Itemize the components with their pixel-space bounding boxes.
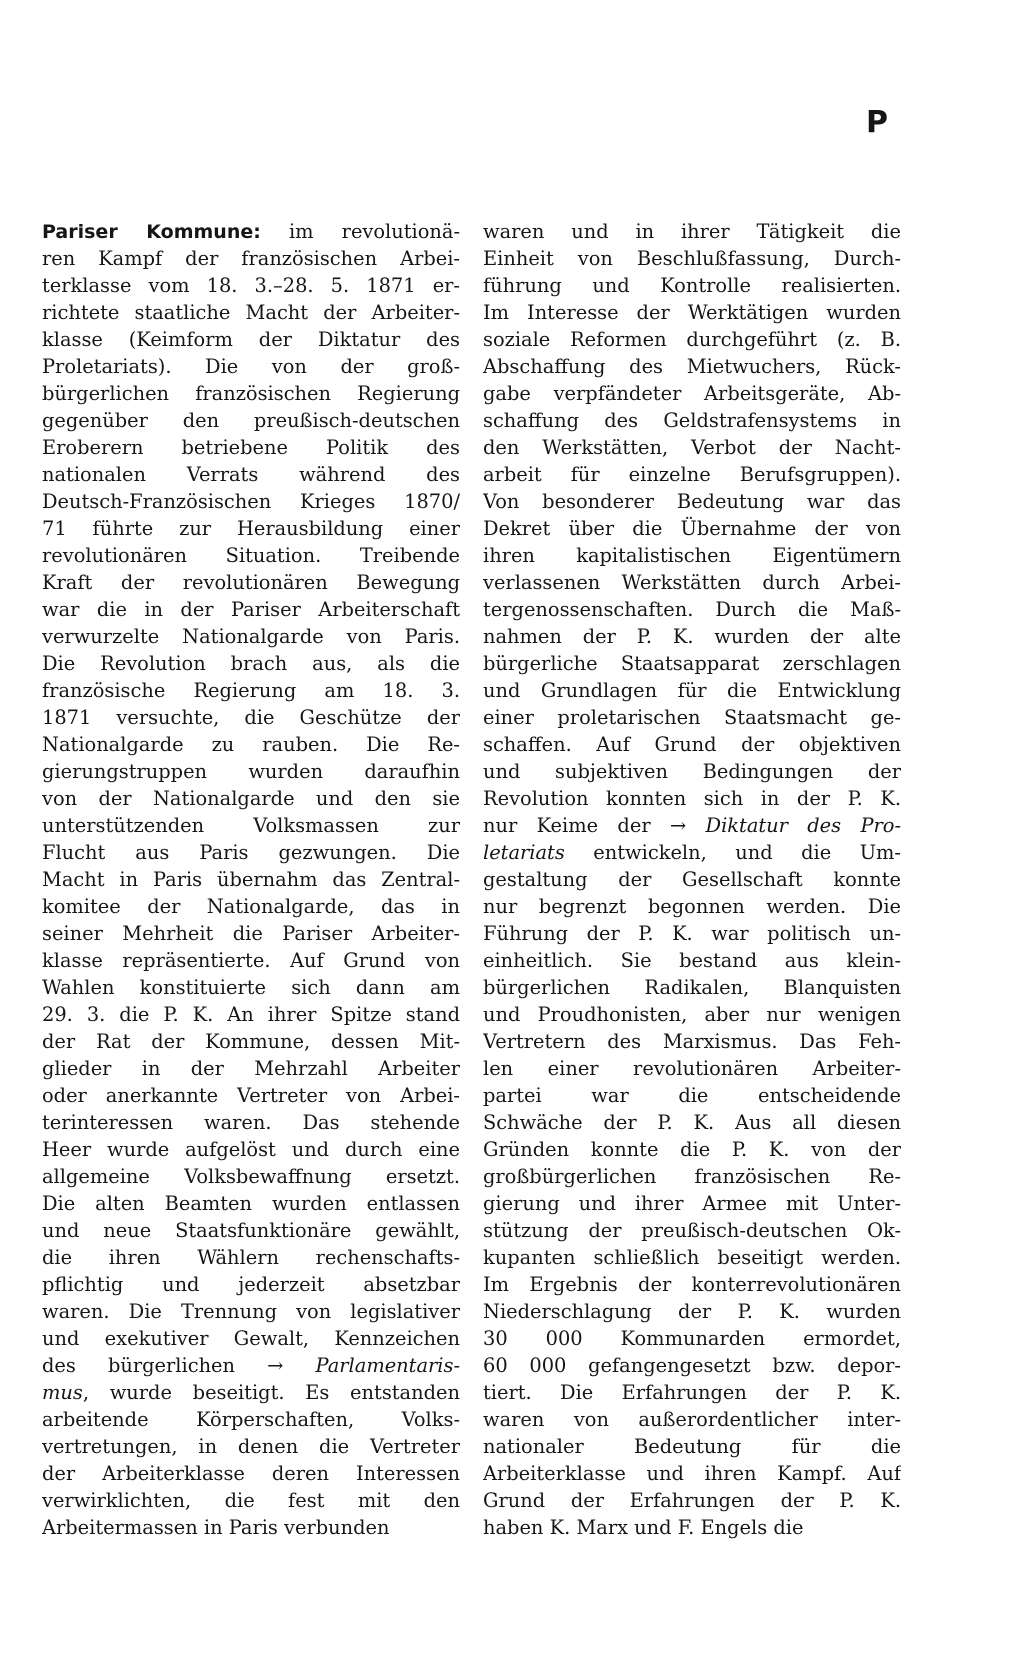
text-segment: nahmen der P. K. wurden der alte: [483, 625, 901, 648]
text-line: [42, 1244, 460, 1271]
text-line: [42, 569, 460, 596]
text-segment: allgemeine Volksbewaffnung ersetzt.: [42, 1165, 460, 1188]
text-line: [483, 785, 901, 812]
text-segment: verlassenen Werkstätten durch Arbei-: [483, 571, 901, 594]
text-segment: des bürgerlichen →: [42, 1354, 316, 1377]
text-line: [483, 1109, 901, 1136]
text-line: [42, 920, 460, 947]
text-segment: war die in der Pariser Arbeiterschaft: [42, 598, 460, 621]
text-line: [42, 326, 460, 353]
text-segment: den Werkstätten, Verbot der Nacht-: [483, 436, 901, 459]
text-line: [483, 515, 901, 542]
text-segment: von der Nationalgarde und den sie: [42, 787, 460, 810]
text-segment: Abschaffung des Mietwuchers, Rück-: [483, 355, 901, 378]
text-segment: tiert. Die Erfahrungen der P. K.: [483, 1381, 901, 1404]
text-segment: bürgerlichen französischen Regierung: [42, 382, 460, 405]
text-line: [42, 1271, 460, 1298]
text-segment: unterstützenden Volksmassen zur: [42, 814, 460, 837]
text-line: [483, 677, 901, 704]
text-segment: gegenüber den preußisch-deutschen: [42, 409, 460, 432]
text-segment: komitee der Nationalgarde, das in: [42, 895, 460, 918]
text-segment: Im Interesse der Werktätigen wurden: [483, 301, 901, 324]
text-line: [42, 704, 460, 731]
text-segment: gierungstruppen wurden daraufhin: [42, 760, 460, 783]
text-segment: einheitlich. Sie bestand aus klein-: [483, 949, 901, 972]
text-line: [42, 1298, 460, 1325]
text-segment: waren. Die Trennung von legislativer: [42, 1300, 460, 1323]
text-segment: und subjektiven Bedingungen der: [483, 760, 901, 783]
text-segment: oder anerkannte Vertreter von Arbei-: [42, 1084, 460, 1107]
text-segment: Niederschlagung der P. K. wurden: [483, 1300, 901, 1323]
text-segment: nur Keime der →: [483, 814, 706, 837]
text-line: [42, 812, 460, 839]
section-letter: P: [866, 105, 888, 140]
text-segment: führung und Kontrolle realisierten.: [483, 274, 901, 297]
text-segment: len einer revolutionären Arbeiter-: [483, 1057, 901, 1080]
text-segment: Im Ergebnis der konterrevolutionären: [483, 1273, 901, 1296]
text-segment: nationalen Verrats während des: [42, 463, 460, 486]
text-line: [42, 380, 460, 407]
text-segment: gestaltung der Gesellschaft konnte: [483, 868, 901, 891]
text-line: [483, 1190, 901, 1217]
text-segment: Arbeiterklasse und ihren Kampf. Auf: [483, 1462, 901, 1485]
text-line: [483, 623, 901, 650]
text-segment: Führung der P. K. war politisch un-: [483, 922, 901, 945]
text-segment: Proletariats). Die von der groß-: [42, 355, 460, 378]
text-segment: und neue Staatsfunktionäre gewählt,: [42, 1219, 460, 1242]
text-segment: vertretungen, in denen die Vertreter: [42, 1435, 460, 1458]
text-line: [42, 650, 460, 677]
text-segment: ihren kapitalistischen Eigentümern: [483, 544, 901, 567]
text-segment: der Rat der Kommune, dessen Mit-: [42, 1030, 460, 1053]
text-segment: partei war die entscheidende: [483, 1084, 901, 1107]
text-line: [483, 893, 901, 920]
text-line: [42, 1379, 460, 1406]
text-segment: schaffen. Auf Grund der objektiven: [483, 733, 901, 756]
text-line: [483, 569, 901, 596]
text-line: [42, 974, 460, 1001]
text-segment: , wurde beseitigt. Es entstanden: [82, 1381, 460, 1404]
text-line: [483, 1487, 901, 1514]
text-line: [483, 1514, 901, 1541]
text-segment: und exekutiver Gewalt, Kennzeichen: [42, 1327, 460, 1350]
text-line: [483, 1298, 901, 1325]
text-segment: 30 000 Kommunarden ermordet,: [483, 1327, 901, 1350]
text-segment: französische Regierung am 18. 3.: [42, 679, 460, 702]
text-segment: Einheit von Beschlußfassung, Durch-: [483, 247, 901, 270]
text-line: [483, 1379, 901, 1406]
text-segment: der Arbeiterklasse deren Interessen: [42, 1462, 460, 1485]
text-line: [483, 218, 901, 245]
text-line: [483, 542, 901, 569]
text-line: [42, 1163, 460, 1190]
text-line: [42, 1217, 460, 1244]
text-line: [483, 1406, 901, 1433]
text-segment: gierung und ihrer Armee mit Unter-: [483, 1192, 901, 1215]
text-line: [483, 461, 901, 488]
text-line: [42, 299, 460, 326]
text-line: [483, 1217, 901, 1244]
text-segment: pflichtig und jederzeit absetzbar: [42, 1273, 460, 1296]
text-line: [42, 893, 460, 920]
text-line: [483, 1460, 901, 1487]
text-line: [42, 758, 460, 785]
text-line: [483, 704, 901, 731]
text-line: [483, 1028, 901, 1055]
text-segment: waren von außerordentlicher inter-: [483, 1408, 901, 1431]
text-segment: haben K. Marx und F. Engels die: [483, 1516, 804, 1539]
text-line: [42, 1109, 460, 1136]
text-segment: und Proudhonisten, aber nur wenigen: [483, 1003, 901, 1026]
text-segment: waren und in ihrer Tätigkeit die: [483, 220, 901, 243]
entry-headword: Pariser Kommune:: [42, 221, 261, 243]
text-line: [483, 947, 901, 974]
text-line: [42, 461, 460, 488]
text-line: [42, 1190, 460, 1217]
text-segment: Deutsch-Französischen Krieges 1870/: [42, 490, 460, 513]
text-segment: Flucht aus Paris gezwungen. Die: [42, 841, 460, 864]
text-line: [42, 1136, 460, 1163]
text-line: [483, 758, 901, 785]
text-line: [42, 353, 460, 380]
cross-reference: mus: [42, 1381, 83, 1404]
text-line: [42, 515, 460, 542]
text-segment: stützung der preußisch-deutschen Ok-: [483, 1219, 901, 1242]
text-segment: großbürgerlichen französischen Re-: [483, 1165, 901, 1188]
text-segment: einer proletarischen Staatsmacht ge-: [483, 706, 901, 729]
text-segment: Dekret über die Übernahme der von: [483, 517, 901, 540]
text-line: [483, 488, 901, 515]
text-segment: arbeit für einzelne Berufsgruppen).: [483, 463, 901, 486]
text-line: [42, 596, 460, 623]
text-line: [483, 1163, 901, 1190]
text-segment: 29. 3. die P. K. An ihrer Spitze stand: [42, 1003, 460, 1026]
text-line: [483, 1244, 901, 1271]
text-line: [483, 812, 901, 839]
text-line: [483, 650, 901, 677]
text-line: [483, 1433, 901, 1460]
text-line: [483, 434, 901, 461]
text-segment: gabe verpfändeter Arbeitsgeräte, Ab-: [483, 382, 901, 405]
text-line: [42, 731, 460, 758]
text-line: [42, 947, 460, 974]
text-segment: seiner Mehrheit die Pariser Arbeiter-: [42, 922, 460, 945]
text-segment: Macht in Paris übernahm das Zentral-: [42, 868, 460, 891]
text-segment: Die alten Beamten wurden entlassen: [42, 1192, 460, 1215]
text-segment: Gründen konnte die P. K. von der: [483, 1138, 901, 1161]
text-segment: bürgerlichen Radikalen, Blanquisten: [483, 976, 901, 999]
text-segment: Heer wurde aufgelöst und durch eine: [42, 1138, 460, 1161]
text-line: [42, 785, 460, 812]
text-segment: ren Kampf der französischen Arbei-: [42, 247, 460, 270]
text-segment: und Grundlagen für die Entwicklung: [483, 679, 901, 702]
text-line: [42, 1514, 460, 1541]
text-line: [483, 839, 901, 866]
text-line: [42, 623, 460, 650]
text-line: [42, 1433, 460, 1460]
text-line: [483, 1271, 901, 1298]
text-line: [483, 866, 901, 893]
left-text-column: [42, 218, 460, 1541]
text-segment: Schwäche der P. K. Aus all diesen: [483, 1111, 901, 1134]
text-segment: nationaler Bedeutung für die: [483, 1435, 901, 1458]
text-segment: 71 führte zur Herausbildung einer: [42, 517, 460, 540]
text-segment: im revolutionä-: [260, 220, 460, 243]
text-line: [42, 245, 460, 272]
text-line: [42, 1352, 460, 1379]
text-segment: Nationalgarde zu rauben. Die Re-: [42, 733, 460, 756]
text-segment: soziale Reformen durchgeführt (z. B.: [483, 328, 901, 351]
text-segment: Arbeitermassen in Paris verbunden: [42, 1516, 390, 1539]
text-line: [42, 434, 460, 461]
text-line: [42, 866, 460, 893]
text-line: [483, 974, 901, 1001]
text-segment: die ihren Wählern rechenschafts-: [42, 1246, 460, 1269]
text-line: [42, 488, 460, 515]
text-segment: Die Revolution brach aus, als die: [42, 652, 460, 675]
text-line: [42, 1082, 460, 1109]
text-line: [42, 407, 460, 434]
text-segment: bürgerliche Staatsapparat zerschlagen: [483, 652, 901, 675]
text-segment: 1871 versuchte, die Geschütze der: [42, 706, 460, 729]
text-line: [42, 1028, 460, 1055]
text-line: [42, 542, 460, 569]
cross-reference: Diktatur des Pro-: [705, 814, 901, 837]
text-segment: 60 000 gefangengesetzt bzw. depor-: [483, 1354, 901, 1377]
text-line: [483, 731, 901, 758]
text-segment: Vertretern des Marxismus. Das Feh-: [483, 1030, 901, 1053]
text-line: [483, 299, 901, 326]
text-line: [42, 272, 460, 299]
text-line: [42, 1001, 460, 1028]
text-segment: terinteressen waren. Das stehende: [42, 1111, 460, 1134]
text-segment: Grund der Erfahrungen der P. K.: [483, 1489, 901, 1512]
text-line: [42, 1487, 460, 1514]
text-line: [483, 1001, 901, 1028]
text-segment: Von besonderer Bedeutung war das: [483, 490, 901, 513]
text-line: [483, 380, 901, 407]
right-text-column: [483, 218, 901, 1541]
text-line: [483, 272, 901, 299]
text-segment: Eroberern betriebene Politik des: [42, 436, 460, 459]
text-line: [42, 218, 460, 245]
text-line: [483, 1055, 901, 1082]
text-segment: terklasse vom 18. 3.–28. 5. 1871 er-: [42, 274, 460, 297]
text-line: [483, 1352, 901, 1379]
text-line: [483, 1136, 901, 1163]
text-line: [483, 920, 901, 947]
text-line: [42, 839, 460, 866]
text-line: [42, 1460, 460, 1487]
text-line: [483, 353, 901, 380]
text-segment: arbeitende Körperschaften, Volks-: [42, 1408, 460, 1431]
text-segment: klasse repräsentierte. Auf Grund von: [42, 949, 460, 972]
cross-reference: letariats: [483, 841, 565, 864]
text-line: [483, 1325, 901, 1352]
text-segment: schaffung des Geldstrafensystems in: [483, 409, 901, 432]
text-segment: nur begrenzt begonnen werden. Die: [483, 895, 901, 918]
text-segment: Wahlen konstituierte sich dann am: [42, 976, 460, 999]
text-segment: verwirklichten, die fest mit den: [42, 1489, 460, 1512]
text-line: [42, 677, 460, 704]
text-line: [483, 407, 901, 434]
text-segment: Kraft der revolutionären Bewegung: [42, 571, 460, 594]
text-segment: klasse (Keimform der Diktatur des: [42, 328, 460, 351]
text-line: [483, 596, 901, 623]
text-segment: entwickeln, und die Um-: [564, 841, 901, 864]
text-line: [42, 1325, 460, 1352]
text-segment: richtete staatliche Macht der Arbeiter-: [42, 301, 460, 324]
text-line: [483, 1082, 901, 1109]
text-line: [42, 1406, 460, 1433]
text-segment: glieder in der Mehrzahl Arbeiter: [42, 1057, 460, 1080]
text-segment: tergenossenschaften. Durch die Maß-: [483, 598, 901, 621]
text-line: [42, 1055, 460, 1082]
text-segment: verwurzelte Nationalgarde von Paris.: [42, 625, 460, 648]
text-line: [483, 245, 901, 272]
text-segment: revolutionären Situation. Treibende: [42, 544, 460, 567]
cross-reference: Parlamentaris-: [315, 1354, 460, 1377]
text-segment: Revolution konnten sich in der P. K.: [483, 787, 901, 810]
text-segment: kupanten schließlich beseitigt werden.: [483, 1246, 901, 1269]
text-line: [483, 326, 901, 353]
